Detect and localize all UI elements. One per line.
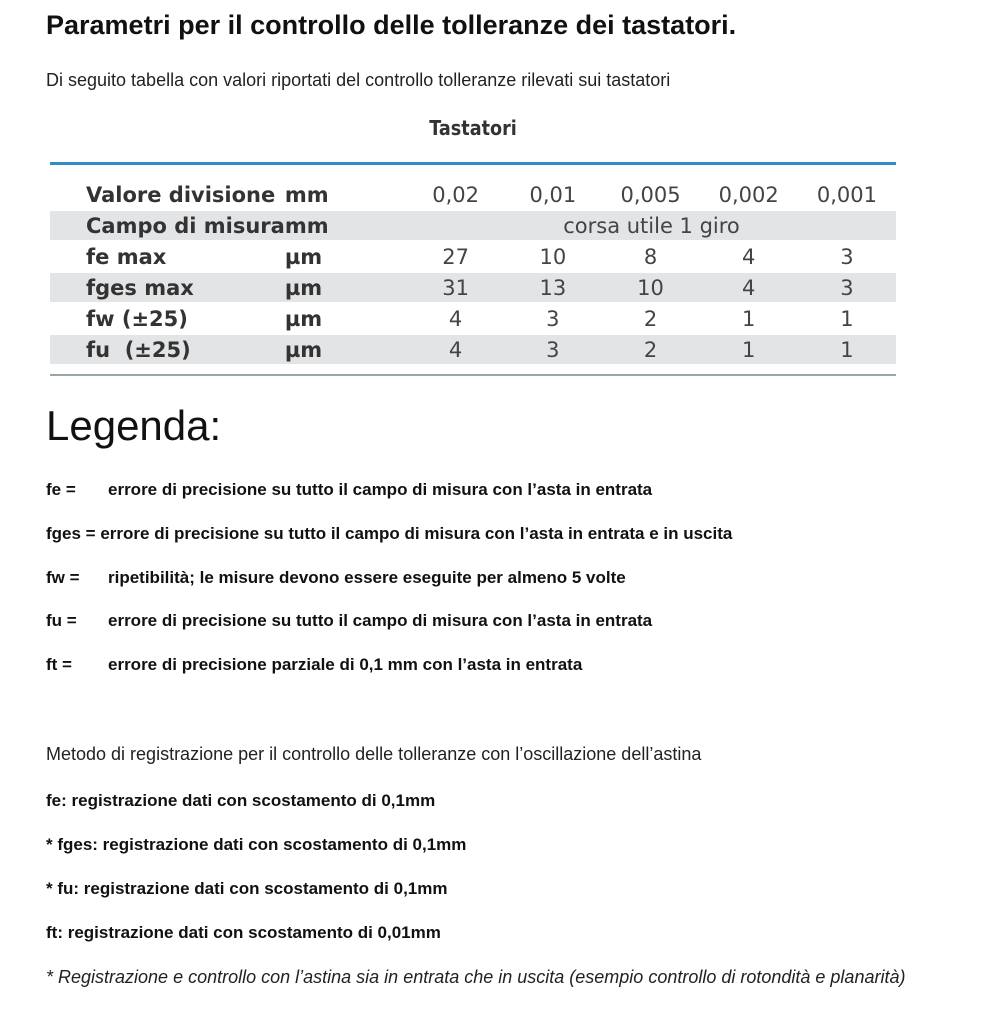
table-cell: 1 <box>840 306 854 331</box>
table-cell: 0,001 <box>816 182 877 207</box>
table-cell: 10 <box>539 244 567 269</box>
legend-item <box>46 524 732 544</box>
legend-text: errore di precisione su tutto il campo di misura con l’asta in entrata e in uscita <box>100 524 733 543</box>
table-cell: 1 <box>798 335 896 364</box>
legend-item <box>46 611 652 631</box>
table-row <box>50 304 896 333</box>
row-label: fe max <box>86 244 167 269</box>
row-label: fw (±25) <box>86 306 188 331</box>
table-cell: 2 <box>601 335 699 364</box>
legend-text: ripetibilità; le misure devono essere eseguite per almeno 5 volte <box>108 568 626 587</box>
registration-item: ft: registrazione dati con scostamento di 0,01mm <box>46 923 441 942</box>
registration-item: * fges: registrazione dati con scostamento di 0,1mm <box>46 835 467 854</box>
page-title: Parametri per il controllo delle tolleranze dei tastatori. <box>46 10 737 40</box>
table-row <box>50 273 896 302</box>
row-unit: mm <box>285 211 407 240</box>
table-cell: 1 <box>742 306 756 331</box>
table-row <box>50 211 896 240</box>
footnote: * Registrazione e controllo con l’astina sia in entrata che in uscita (esempio controllo di rotondità e planarità) <box>46 967 906 987</box>
table-row <box>50 180 896 209</box>
table-cell: 0,002 <box>718 182 779 207</box>
table-cell: 4 <box>448 306 463 331</box>
row-unit: µm <box>284 244 323 269</box>
table-cell: 0,005 <box>620 182 681 207</box>
row-label: fges max <box>50 273 285 302</box>
row-unit: µm <box>285 335 407 364</box>
legend-key: fe = <box>46 480 76 499</box>
table-cell: 4 <box>407 335 504 364</box>
legend-key: fges = <box>46 524 96 543</box>
table-cell: 4 <box>700 273 798 302</box>
page-subtitle: Di seguito tabella con valori riportati del controllo tolleranze rilevati sui tastatori <box>46 70 671 90</box>
row-unit: mm <box>284 182 329 207</box>
legend-item <box>46 655 582 675</box>
tolerance-table <box>50 178 896 366</box>
merged-cell: corsa utile 1 giro <box>407 211 896 240</box>
table-cell: 3 <box>504 335 601 364</box>
legend-item <box>46 480 652 500</box>
legend-key: ft = <box>46 655 72 674</box>
legend-title: Legenda: <box>46 402 222 449</box>
legend-text: errore di precisione parziale di 0,1 mm con l’asta in entrata <box>108 655 583 674</box>
method-title: Metodo di registrazione per il controllo delle tolleranze con l’oscillazione dell’astina <box>46 744 702 764</box>
legend-key: fw = <box>46 568 80 587</box>
table-cell: 27 <box>442 244 469 269</box>
table-cell: 8 <box>643 244 658 269</box>
row-unit: µm <box>284 306 323 331</box>
legend-key: fu = <box>46 611 77 630</box>
legend-item <box>46 568 626 588</box>
row-label: Valore divisione <box>86 182 276 207</box>
tolerance-table-container <box>50 162 896 376</box>
table-cell: 2 <box>643 306 658 331</box>
table-cell: 3 <box>840 244 854 269</box>
table-cell: 0,01 <box>529 182 577 207</box>
table-cell: 4 <box>742 244 756 269</box>
table-cell: 1 <box>700 335 798 364</box>
table-cell: 3 <box>798 273 896 302</box>
legend-text: errore di precisione su tutto il campo di misura con l’asta in entrata <box>108 480 653 499</box>
row-label: fu (±25) <box>50 335 285 364</box>
row-unit: µm <box>285 273 407 302</box>
legend-text: errore di precisione su tutto il campo di misura con l’asta in entrata <box>108 611 653 630</box>
registration-item: * fu: registrazione dati con scostamento di 0,1mm <box>46 879 448 898</box>
table-cell: 13 <box>504 273 601 302</box>
table-row <box>50 335 896 364</box>
table-cell: 10 <box>601 273 699 302</box>
table-cell: 3 <box>546 306 560 331</box>
table-row <box>50 242 896 271</box>
table-cell: 0,02 <box>432 182 479 207</box>
table-caption: Tastatori <box>429 116 517 140</box>
registration-item: fe: registrazione dati con scostamento di 0,1mm <box>46 791 436 810</box>
table-cell: 31 <box>407 273 504 302</box>
row-label: Campo di misura <box>50 211 285 240</box>
